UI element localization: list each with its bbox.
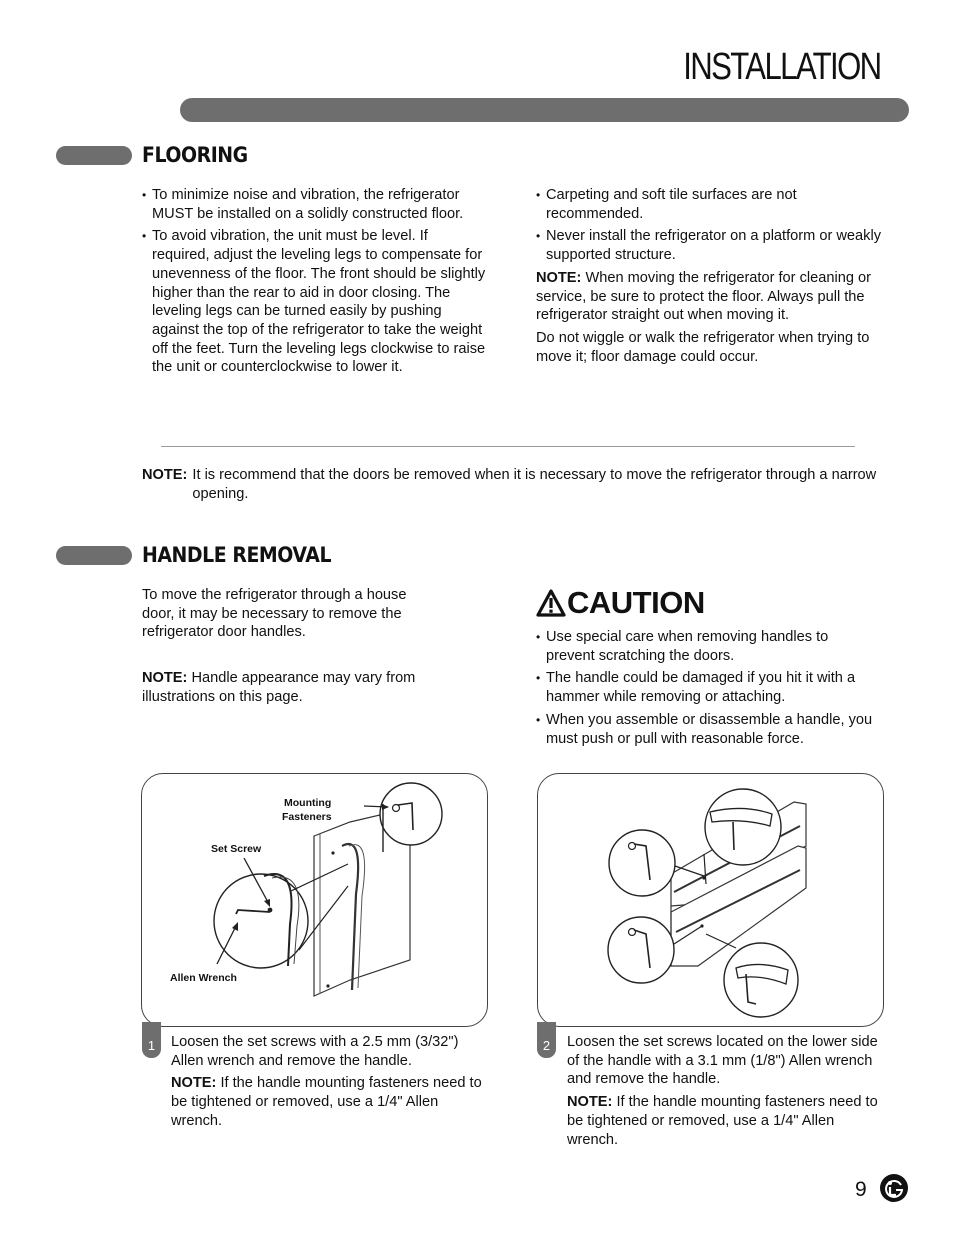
flooring-bullet: • Never install the refrigerator on a platform or weakly supported structure. <box>536 227 881 264</box>
step-note <box>171 1074 489 1130</box>
note-label: NOTE: <box>567 1094 613 1111</box>
figure-label-fasteners: Fasteners <box>282 811 332 823</box>
section-marker-handle-removal <box>56 546 132 565</box>
note-text: It is recommend that the doors be removed when it is necessary to move the refrigerator through a narrow opening. <box>192 467 877 502</box>
section-divider <box>161 446 855 447</box>
note-text: If the handle mounting fasteners need to be tightened or removed, use a 1/4" Allen wrench. <box>171 1075 482 1129</box>
caution-bullet: • Use special care when removing handles to prevent scratching the doors. <box>536 628 881 665</box>
step-number: 1 <box>147 1038 156 1053</box>
page-title: INSTALLATION <box>683 46 881 88</box>
intro-text: To move the refrigerator through a house door, it may be necessary to remove the refrigerator door handles. <box>142 587 407 641</box>
step-text: Loosen the set screws with a 2.5 mm (3/32") Allen wrench and remove the handle. <box>171 1034 459 1069</box>
handle-removal-intro-block <box>142 586 517 707</box>
step-text: Loosen the set screws located on the lower side of the handle with a 3.1 mm (1/8") Allen wrench and remove the handle. <box>567 1034 878 1088</box>
handle-removal-intro <box>142 586 427 642</box>
step-note <box>567 1093 882 1149</box>
figure-2-illustration <box>538 774 883 1026</box>
lg-logo-icon <box>879 1173 909 1203</box>
section-heading-handle-removal: HANDLE REMOVAL <box>142 543 332 567</box>
flooring-right-column <box>536 186 881 366</box>
note-text: Handle appearance may vary from illustrations on this page. <box>142 670 416 705</box>
figure-label-allen-wrench: Allen Wrench <box>170 972 237 984</box>
handle-removal-note <box>142 669 462 706</box>
flooring-bullet: • To avoid vibration, the unit must be level. If required, adjust the leveling legs to compensate for unevenness of the floor. The front should be slightly higher than the rear to aid in door closing. The leveling legs can be turned easily by pushing against the top of the refrigerator to take the weight off the feet. Turn the leveling legs clockwise to raise the unit or counterclockwise to lower it. <box>142 227 487 377</box>
note-label: NOTE: <box>142 467 188 483</box>
step-1-instructions <box>171 1033 489 1131</box>
flooring-extra-text: Do not wiggle or walk the refrigerator when trying to move it; floor damage could occur. <box>536 329 870 365</box>
flooring-left-column <box>142 186 487 381</box>
flooring-note <box>536 269 881 325</box>
step-number: 2 <box>542 1038 551 1053</box>
page-number: 9 <box>855 1178 867 1201</box>
caution-bullet: • When you assemble or disassemble a handle, you must push or pull with reasonable force. <box>536 711 881 748</box>
caution-title: CAUTION <box>567 585 705 620</box>
note-label: NOTE: <box>142 670 188 687</box>
flooring-bullet: • Carpeting and soft tile surfaces are not recommended. <box>536 186 881 223</box>
step-number-badge <box>142 1022 161 1058</box>
figure-label-set-screw: Set Screw <box>211 843 262 855</box>
step-2-instructions <box>567 1033 882 1149</box>
note-text: If the handle mounting fasteners need to be tightened or removed, use a 1/4" Allen wrench. <box>567 1094 878 1148</box>
figure-2-box <box>537 773 884 1027</box>
note-label: NOTE: <box>536 269 582 286</box>
section-marker-flooring <box>56 146 132 165</box>
note-label: NOTE: <box>171 1075 217 1092</box>
step-number-badge <box>537 1022 556 1058</box>
caution-bullet: • The handle could be damaged if you hit it with a hammer while removing or attaching. <box>536 669 881 706</box>
figure-1-box <box>141 773 488 1027</box>
flooring-bullet: • To minimize noise and vibration, the refrigerator MUST be installed on a solidly constructed floor. <box>142 186 487 223</box>
figure-label-mounting: Mounting <box>284 797 332 809</box>
door-note <box>142 466 882 503</box>
note-text: When moving the refrigerator for cleaning or service, be sure to protect the floor. Always pull the refrigerator straight out when moving it. <box>536 269 871 324</box>
section-heading-flooring: FLOORING <box>142 143 248 167</box>
warning-triangle-icon <box>536 589 566 617</box>
header-bar <box>180 98 909 122</box>
caution-heading <box>536 585 705 621</box>
caution-list <box>536 628 881 752</box>
